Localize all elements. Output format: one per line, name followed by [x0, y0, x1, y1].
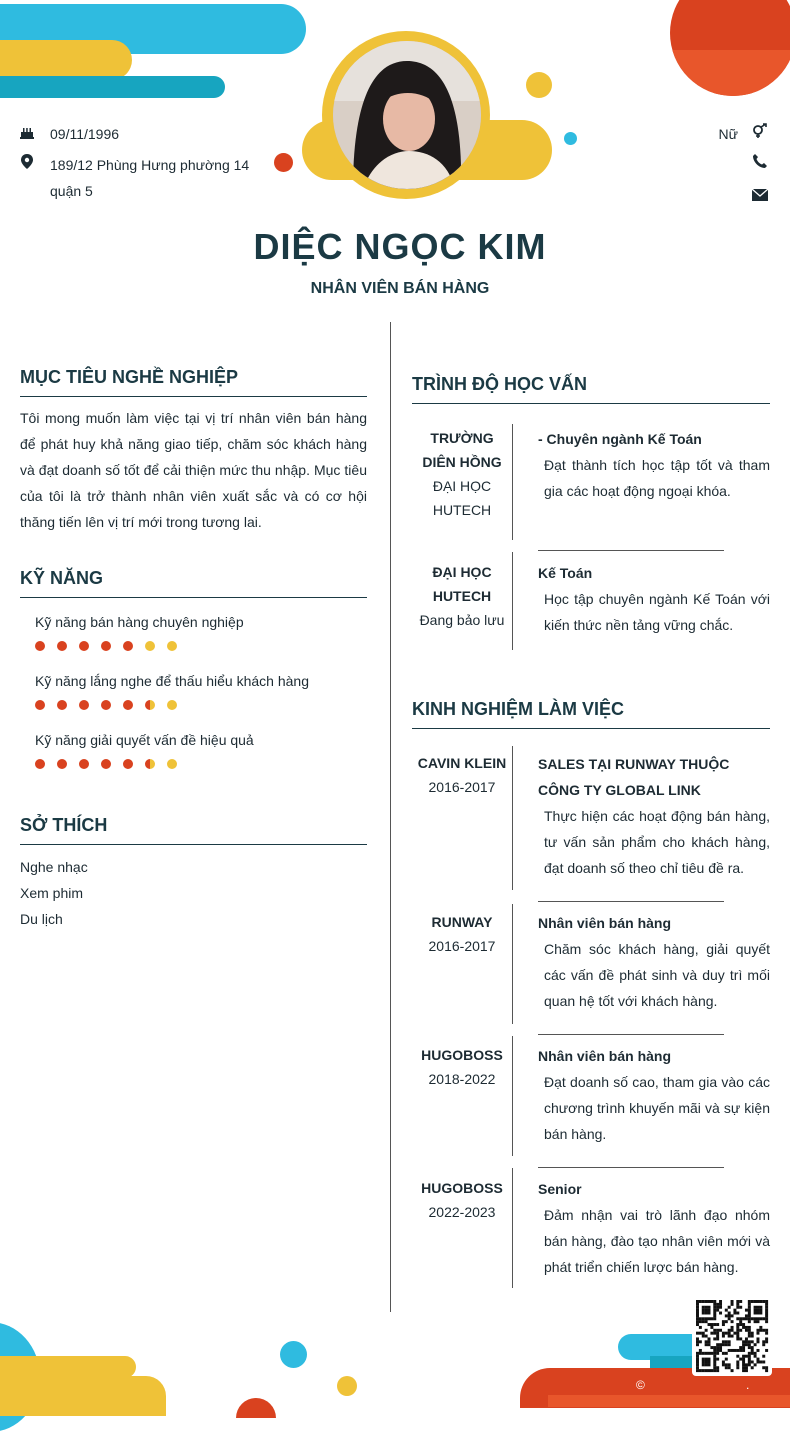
experience-title: SALES TẠI RUNWAY THUỘC CÔNG TY GLOBAL LINK [538, 756, 730, 798]
hobbies-heading: SỞ THÍCH [20, 815, 367, 845]
experience-title: Senior [538, 1181, 582, 1197]
skill-label: Kỹ năng giải quyết vấn đề hiệu quả [35, 732, 254, 748]
skill-rating-dot [145, 700, 155, 710]
education-desc: Đạt thành tích học tập tốt và tham gia các hoạt động ngoại khóa. [544, 457, 770, 499]
address-text: 189/12 Phùng Hưng phường 14 quận 5 [50, 157, 250, 199]
education-detail [538, 426, 770, 504]
skill-rating-dot [79, 641, 89, 651]
experience-title: Nhân viên bán hàng [538, 915, 672, 931]
experience-desc: Đạt doanh số cao, tham gia vào các chương trình khuyến mãi và sự kiện bán hàng. [544, 1074, 770, 1142]
skill-rating-dot [123, 700, 133, 710]
skill-rating-dot [35, 700, 45, 710]
skill-rating [35, 700, 177, 710]
decor-orange-arc-bottom [236, 1398, 276, 1418]
skill-label: Kỹ năng lắng nghe để thấu hiểu khách hàng [35, 673, 310, 689]
skill-rating-dot [57, 759, 67, 769]
education-title: Kế Toán [538, 565, 593, 581]
gender-text: Nữ [718, 126, 738, 142]
experience-detail [538, 910, 770, 1014]
decor-orange-dot [274, 153, 293, 172]
education-school [412, 426, 512, 522]
footer-dot: . [746, 1378, 750, 1392]
entry-separator [538, 1167, 724, 1168]
skill-rating-dot [167, 641, 177, 651]
skill-rating-dot [123, 759, 133, 769]
skill-rating-dot [145, 759, 155, 769]
decor-orange-band-top-right [670, 50, 800, 100]
school-name: ĐẠI HỌC HUTECH [432, 564, 492, 604]
entry-bar [512, 552, 513, 650]
skills-heading: KỸ NĂNG [20, 568, 367, 598]
company-period: 2022-2023 [428, 1204, 496, 1220]
company-period: 2018-2022 [428, 1071, 496, 1087]
decor-yellow-bar-bottom-left-2 [0, 1376, 166, 1416]
company-name: HUGOBOSS [421, 1047, 503, 1063]
skill-rating [35, 759, 177, 769]
company-name: HUGOBOSS [421, 1180, 503, 1196]
entry-bar [512, 746, 513, 890]
decor-edge-mask [790, 0, 800, 110]
skill-rating-dot [101, 759, 111, 769]
education-detail [538, 560, 770, 638]
company-name: RUNWAY [431, 914, 493, 930]
address-row [20, 152, 270, 204]
school-name: TRƯỜNG DIÊN HỒNG [422, 430, 502, 470]
education-desc: Học tập chuyên ngành Kế Toán với kiến thức nền tảng vững chắc. [544, 591, 770, 633]
company-period: 2016-2017 [428, 779, 496, 795]
experience-title: Nhân viên bán hàng [538, 1048, 672, 1064]
skill-rating-dot [145, 641, 155, 651]
full-name: DIỆC NGỌC KIM [253, 226, 547, 267]
location-pin-icon [20, 152, 50, 178]
job-title: NHÂN VIÊN BÁN HÀNG [310, 280, 490, 297]
skill-rating-dot [35, 759, 45, 769]
skill-rating [35, 641, 177, 651]
skill-rating-dot [57, 641, 67, 651]
gender-icon [752, 123, 768, 144]
decor-yellow-dot [526, 72, 552, 98]
birthday-text: 09/11/1996 [50, 126, 120, 142]
experience-detail [538, 1043, 770, 1147]
experience-company [412, 910, 512, 958]
entry-separator [538, 901, 724, 902]
experience-desc: Đảm nhận vai trò lãnh đạo nhóm bán hàng, đào tạo nhân viên mới và phát triển chiến lược bán hàng. [544, 1207, 770, 1275]
birthday-row [20, 121, 119, 147]
skill-rating-dot [79, 759, 89, 769]
skill-label: Kỹ năng bán hàng chuyên nghiệp [35, 614, 244, 630]
decor-blue-dot-bottom [280, 1341, 307, 1368]
experience-company [412, 1176, 512, 1224]
entry-bar [512, 904, 513, 1024]
avatar [333, 41, 481, 189]
entry-bar [512, 1036, 513, 1156]
objective-heading: MỤC TIÊU NGHỀ NGHIỆP [20, 367, 367, 397]
skill-rating-dot [35, 641, 45, 651]
entry-bar [512, 1168, 513, 1288]
email-icon [752, 188, 768, 206]
decor-blue-dot [564, 132, 577, 145]
skill-rating-dot [57, 700, 67, 710]
decor-yellow-bar-top-left [0, 40, 132, 80]
school-sub: Đang bảo lưu [419, 612, 505, 628]
column-divider [390, 322, 391, 1312]
skill-rating-dot [79, 700, 89, 710]
entry-separator [538, 1034, 724, 1035]
experience-heading: KINH NGHIỆM LÀM VIỆC [412, 699, 770, 729]
skill-rating-dot [167, 700, 177, 710]
experience-detail [538, 1176, 770, 1280]
phone-icon [752, 153, 768, 174]
skill-rating-dot [123, 641, 133, 651]
copyright-symbol: © [636, 1378, 645, 1392]
experience-desc: Chăm sóc khách hàng, giải quyết các vấn đề phát sinh và duy trì mối quan hệ tốt với khách hàng. [544, 941, 770, 1009]
education-school [412, 560, 512, 632]
skill-rating-dot [101, 700, 111, 710]
decor-blue-bar-top-left [0, 76, 225, 98]
entry-separator [538, 550, 724, 551]
education-title: - Chuyên ngành Kế Toán [538, 431, 702, 447]
company-name: CAVIN KLEIN [417, 755, 507, 771]
entry-bar [512, 424, 513, 540]
school-sub: ĐẠI HỌC HUTECH [432, 478, 492, 518]
experience-company [412, 751, 512, 799]
hobby-item: Du lịch [20, 911, 63, 927]
objective-text: Tôi mong muốn làm việc tại vị trí nhân viên bán hàng để phát huy khả năng giao tiếp, chăm sóc khách hàng và đạt doanh số tốt để cải thiện mức thu nhập. Mục tiêu của tôi là trở thành nhân viên xuất sắc và có cơ hội thăng tiến lên vị trí mới trong tương lai. [20, 410, 367, 530]
skill-rating-dot [167, 759, 177, 769]
company-period: 2016-2017 [428, 938, 496, 954]
experience-desc: Thực hiện các hoạt động bán hàng, tư vấn sản phẩm cho khách hàng, đạt doanh số theo chỉ tiêu đề ra. [544, 808, 770, 876]
skill-rating-dot [101, 641, 111, 651]
hobby-item: Nghe nhạc [20, 859, 88, 875]
experience-company [412, 1043, 512, 1091]
education-heading: TRÌNH ĐỘ HỌC VẤN [412, 374, 770, 404]
birthday-cake-icon [20, 121, 50, 147]
qr-code [692, 1296, 772, 1376]
decor-yellow-dot-bottom [337, 1376, 357, 1396]
decor-orange-band-bottom-right [548, 1395, 790, 1407]
hobby-item: Xem phim [20, 885, 84, 901]
decor-yellow-bar-bottom-left [0, 1356, 136, 1378]
experience-detail [538, 751, 770, 881]
